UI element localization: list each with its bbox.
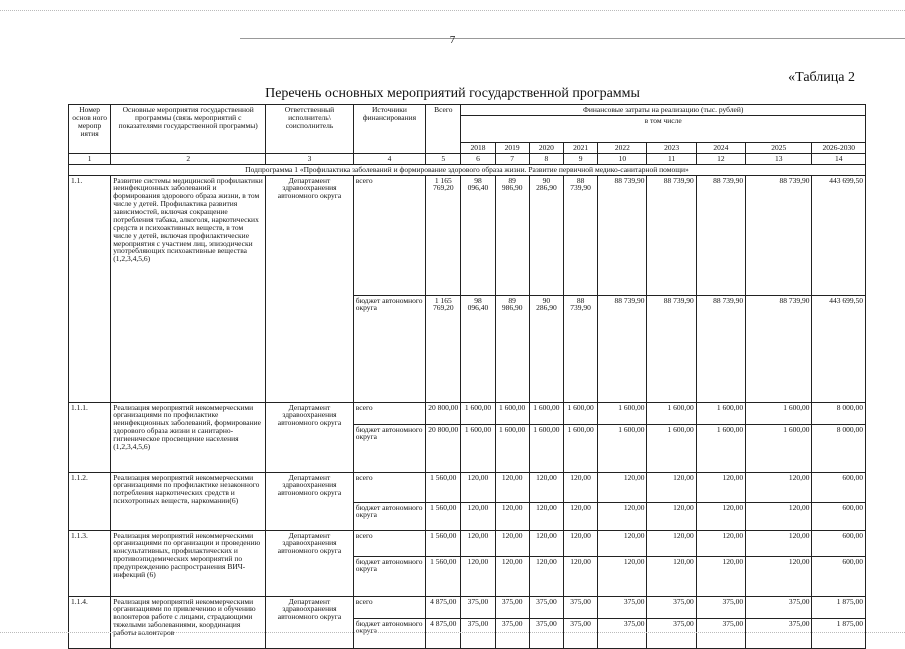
funding-source: бюджет автономного округа [353, 424, 425, 472]
subprogram-title: Подпрограмма 1 «Профилактика заболеваний и формирование здорового образа жизни. Развитие первичной медико-санитарной помощи» [69, 164, 866, 175]
year-value: 120,00 [746, 502, 812, 530]
activity-name: Развитие системы медицинской профилактики неинфекционных заболеваний и формирования здорового образа жизни, в том числе у детей. Профилактика развития зависимостей, включая сокращение потребления табака, алкоголя, наркотических средств и психоактивных веществ, в том числе у детей, включая профилактические мероприятия с участием лиц, эпизодически употребляющих психоактивные вещества (1,2,3,4,5,6) [111, 175, 266, 402]
total-value: 4 875,00 [426, 596, 461, 618]
column-number: 10 [598, 153, 647, 164]
year-value: 120,00 [696, 530, 745, 556]
total-value: 1 560,00 [426, 502, 461, 530]
activity-executor: Департамент здравоохранения автономного округа [266, 175, 354, 402]
year-value: 88 739,90 [647, 175, 696, 295]
year-value: 120,00 [461, 502, 495, 530]
year-value: 120,00 [647, 556, 696, 596]
year-value: 120,00 [696, 556, 745, 596]
funding-source: всего [353, 472, 425, 502]
year-value: 375,00 [598, 618, 647, 648]
year-value: 600,00 [812, 472, 866, 502]
column-numbers-row [69, 153, 866, 164]
year-value: 600,00 [812, 530, 866, 556]
column-number: 4 [353, 153, 425, 164]
subprogram-row [69, 164, 866, 175]
column-number: 6 [461, 153, 495, 164]
activity-name: Реализация мероприятий некоммерческими организациями по организации и проведению консультативных, профилактических и противоэпидемических мероприятий по предупреждению распространения ВИЧ-инфекций (6) [111, 530, 266, 596]
year-value: 1 600,00 [598, 424, 647, 472]
year-value: 120,00 [563, 502, 597, 530]
page-number: 7 [449, 34, 456, 46]
year-value: 1 600,00 [696, 424, 745, 472]
year-value: 120,00 [563, 556, 597, 596]
year-value: 90 286,90 [529, 175, 563, 295]
total-value: 1 165 769,20 [426, 175, 461, 295]
year-value: 98 096,40 [461, 295, 495, 402]
year-value: 375,00 [647, 618, 696, 648]
year-value: 8 000,00 [812, 424, 866, 472]
year-value: 120,00 [647, 472, 696, 502]
activity-number: 1.1.3. [69, 530, 111, 596]
funding-source: бюджет автономного округа [353, 295, 425, 402]
year-value: 89 986,90 [495, 175, 529, 295]
header-including: в том числе [461, 115, 866, 142]
header-year-2020: 2020 [529, 142, 563, 153]
year-value: 88 739,90 [647, 295, 696, 402]
year-value: 98 096,40 [461, 175, 495, 295]
year-value: 88 739,90 [696, 295, 745, 402]
activity-number: 1.1.4. [69, 596, 111, 648]
total-value: 1 560,00 [426, 556, 461, 596]
funding-source: всего [353, 530, 425, 556]
year-value: 120,00 [746, 530, 812, 556]
activity-row [69, 472, 866, 502]
column-number: 2 [111, 153, 266, 164]
year-value: 120,00 [529, 472, 563, 502]
year-value: 1 600,00 [746, 402, 812, 424]
year-value: 120,00 [495, 502, 529, 530]
year-value: 8 000,00 [812, 402, 866, 424]
header-year-2019: 2019 [495, 142, 529, 153]
header-row-1 [69, 105, 866, 116]
year-value: 1 875,00 [812, 618, 866, 648]
year-value: 120,00 [598, 472, 647, 502]
column-number: 14 [812, 153, 866, 164]
year-value: 1 600,00 [495, 424, 529, 472]
year-value: 375,00 [746, 596, 812, 618]
document-title: Перечень основных мероприятий государственной программы [265, 86, 640, 101]
activity-executor: Департамент здравоохранения автономного округа [266, 402, 354, 472]
header-total: Всего [426, 105, 461, 154]
year-value: 1 600,00 [598, 402, 647, 424]
activity-name: Реализация мероприятий некоммерческими организациями по привлечению и обучению волонтеров работе с лицами, страдающими тяжелыми заболеваниями, координация работы волонтеров [111, 596, 266, 648]
total-value: 1 560,00 [426, 472, 461, 502]
year-value: 89 986,90 [495, 295, 529, 402]
header-year-2026-2030: 2026-2030 [812, 142, 866, 153]
header-number: Номер основ ного меропр иятия [69, 105, 111, 154]
year-value: 120,00 [598, 502, 647, 530]
year-value: 88 739,90 [598, 295, 647, 402]
activity-row [69, 596, 866, 618]
year-value: 88 739,90 [746, 175, 812, 295]
year-value: 120,00 [647, 502, 696, 530]
header-year-2023: 2023 [647, 142, 696, 153]
year-value: 120,00 [461, 556, 495, 596]
year-value: 1 600,00 [529, 402, 563, 424]
year-value: 600,00 [812, 502, 866, 530]
header-year-2018: 2018 [461, 142, 495, 153]
year-value: 1 600,00 [696, 402, 745, 424]
total-value: 20 800,00 [426, 402, 461, 424]
activity-row [69, 175, 866, 295]
year-value: 443 699,50 [812, 295, 866, 402]
year-value: 120,00 [563, 472, 597, 502]
year-value: 375,00 [696, 618, 745, 648]
funding-source: бюджет автономного округа [353, 618, 425, 648]
column-number: 8 [529, 153, 563, 164]
activity-name: Реализация мероприятий некоммерческими организациями по профилактике незаконного потребления наркотических средств и психотропных веществ, наркомании(6) [111, 472, 266, 530]
activity-number: 1.1.1. [69, 402, 111, 472]
column-number: 11 [647, 153, 696, 164]
year-value: 120,00 [746, 556, 812, 596]
year-value: 88 739,90 [696, 175, 745, 295]
header-year-2024: 2024 [696, 142, 745, 153]
year-value: 120,00 [461, 472, 495, 502]
header-activity: Основные мероприятия государственной программы (связь мероприятий с показателями государственной программы) [111, 105, 266, 154]
year-value: 375,00 [495, 618, 529, 648]
scan-top-edge [0, 10, 905, 11]
year-value: 120,00 [647, 530, 696, 556]
year-value: 1 600,00 [495, 402, 529, 424]
funding-source: бюджет автономного округа [353, 556, 425, 596]
column-number: 1 [69, 153, 111, 164]
year-value: 120,00 [696, 502, 745, 530]
funding-source: бюджет автономного округа [353, 502, 425, 530]
funding-source: всего [353, 596, 425, 618]
year-value: 90 286,90 [529, 295, 563, 402]
year-value: 120,00 [563, 530, 597, 556]
activity-row [69, 402, 866, 424]
year-value: 1 600,00 [746, 424, 812, 472]
activity-executor: Департамент здравоохранения автономного округа [266, 530, 354, 596]
activity-row [69, 530, 866, 556]
year-value: 375,00 [696, 596, 745, 618]
year-value: 375,00 [529, 596, 563, 618]
header-year-2022: 2022 [598, 142, 647, 153]
year-value: 1 600,00 [461, 424, 495, 472]
year-value: 88 739,90 [746, 295, 812, 402]
year-value: 120,00 [696, 472, 745, 502]
year-value: 375,00 [529, 618, 563, 648]
header-year-2025: 2025 [746, 142, 812, 153]
header-executor: Ответственный исполнитель\ соисполнитель [266, 105, 354, 154]
funding-source: всего [353, 175, 425, 295]
year-value: 1 600,00 [529, 424, 563, 472]
year-value: 1 875,00 [812, 596, 866, 618]
funding-source: всего [353, 402, 425, 424]
year-value: 375,00 [647, 596, 696, 618]
year-value: 120,00 [598, 530, 647, 556]
year-value: 375,00 [563, 618, 597, 648]
year-value: 88 739,90 [563, 295, 597, 402]
year-value: 120,00 [746, 472, 812, 502]
activity-executor: Департамент здравоохранения автономного округа [266, 596, 354, 648]
year-value: 120,00 [598, 556, 647, 596]
year-value: 1 600,00 [647, 424, 696, 472]
column-number: 5 [426, 153, 461, 164]
year-value: 600,00 [812, 556, 866, 596]
year-value: 120,00 [529, 502, 563, 530]
year-value: 375,00 [495, 596, 529, 618]
activity-number: 1.1. [69, 175, 111, 402]
year-value: 375,00 [461, 596, 495, 618]
year-value: 375,00 [598, 596, 647, 618]
header-financing: Финансовые затраты на реализацию (тыс. рублей) [461, 105, 866, 116]
table-reference: «Таблица 2 [788, 70, 855, 85]
total-value: 4 875,00 [426, 618, 461, 648]
year-value: 88 739,90 [563, 175, 597, 295]
year-value: 88 739,90 [598, 175, 647, 295]
year-value: 120,00 [461, 530, 495, 556]
column-number: 12 [696, 153, 745, 164]
activity-name: Реализация мероприятий некоммерческими организациями по профилактике неинфекционных заболеваний, формирование здорового образа жизни и санитарно-гигиеническое просвещение населения (1,2,3,4,5,6) [111, 402, 266, 472]
year-value: 1 600,00 [563, 402, 597, 424]
column-number: 9 [563, 153, 597, 164]
year-value: 1 600,00 [563, 424, 597, 472]
year-value: 120,00 [495, 530, 529, 556]
column-number: 3 [266, 153, 354, 164]
year-value: 375,00 [563, 596, 597, 618]
year-value: 120,00 [495, 472, 529, 502]
header-year-2021: 2021 [563, 142, 597, 153]
year-value: 375,00 [746, 618, 812, 648]
total-value: 1 560,00 [426, 530, 461, 556]
total-value: 1 165 769,20 [426, 295, 461, 402]
activity-executor: Департамент здравоохранения автономного округа [266, 472, 354, 530]
program-table [68, 104, 866, 649]
year-value: 375,00 [461, 618, 495, 648]
total-value: 20 800,00 [426, 424, 461, 472]
column-number: 7 [495, 153, 529, 164]
year-value: 1 600,00 [461, 402, 495, 424]
year-value: 120,00 [529, 530, 563, 556]
activity-number: 1.1.2. [69, 472, 111, 530]
year-value: 1 600,00 [647, 402, 696, 424]
year-value: 120,00 [495, 556, 529, 596]
year-value: 120,00 [529, 556, 563, 596]
header-source: Источники финансирования [353, 105, 425, 154]
year-value: 443 699,50 [812, 175, 866, 295]
scan-bottom-edge [0, 632, 905, 633]
column-number: 13 [746, 153, 812, 164]
